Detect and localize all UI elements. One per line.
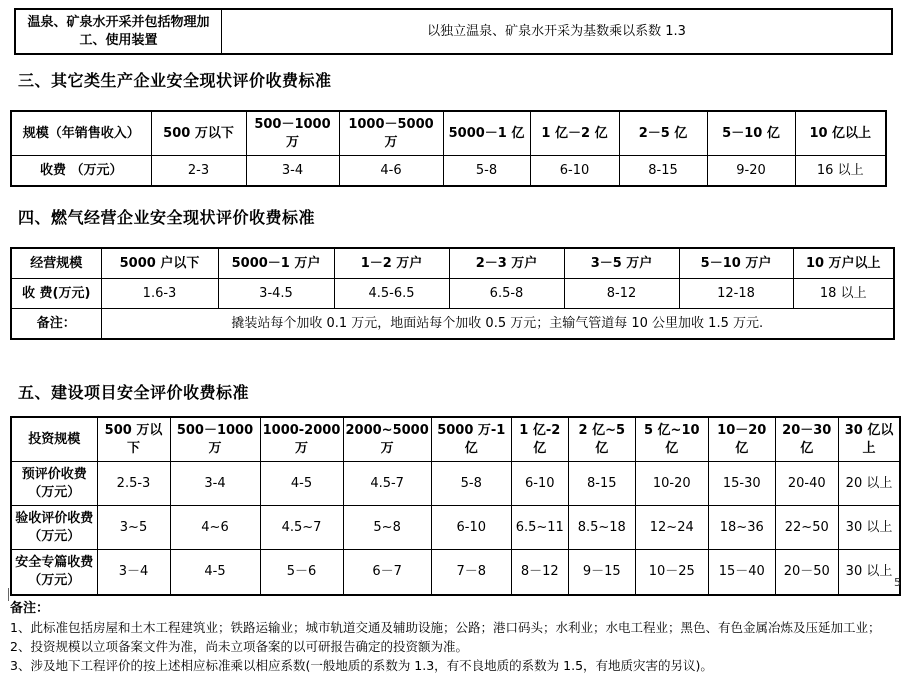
section-heading: 四、燃气经营企业安全现状评价收费标准: [18, 208, 316, 228]
header-cell: 1000-2000 万: [260, 417, 343, 462]
value-cell: 16 以上: [795, 156, 886, 187]
row-label-cell: 收 费(万元): [11, 279, 101, 309]
value-cell: 8-15: [619, 156, 707, 187]
table-row: [11, 111, 886, 156]
header-cell: 1－2 万户: [334, 248, 449, 279]
value-cell: 以独立温泉、矿泉水开采为基数乘以系数 1.3: [222, 9, 893, 54]
row-label-cell: 收费 （万元）: [11, 156, 151, 187]
header-cell: 500 万以下: [97, 417, 170, 462]
value-cell: 5-8: [443, 156, 530, 187]
value-cell: 7－8: [431, 550, 511, 595]
header-cell: 20－30 亿: [775, 417, 838, 462]
continuation-table: [14, 8, 893, 55]
header-cell: 5000 万-1 亿: [431, 417, 511, 462]
value-cell: 6-10: [530, 156, 619, 187]
value-cell: 4-5: [170, 550, 260, 595]
value-cell: 15-30: [708, 462, 775, 506]
header-cell: 2－5 亿: [619, 111, 707, 156]
header-cell: 2000~5000万: [343, 417, 431, 462]
header-cell: 500－1000 万: [246, 111, 339, 156]
value-cell: 30 以上: [838, 506, 900, 550]
value-cell: 3-4: [170, 462, 260, 506]
header-cell: 5－10 万户: [679, 248, 793, 279]
value-cell: 6.5-8: [449, 279, 564, 309]
value-cell: 6-10: [431, 506, 511, 550]
value-cell: 4-6: [339, 156, 443, 187]
value-cell: 2.5-3: [97, 462, 170, 506]
value-cell: 5－6: [260, 550, 343, 595]
value-cell: 18~36: [708, 506, 775, 550]
table-row: [11, 248, 894, 279]
header-cell: 500 万以下: [151, 111, 246, 156]
fee-table-container: [10, 110, 903, 187]
section-gas-enterprises: [10, 205, 903, 340]
fee-table: [10, 247, 895, 340]
value-cell: 6－7: [343, 550, 431, 595]
table-row: [11, 550, 900, 595]
table-row: [11, 462, 900, 506]
header-cell: 5000－1 万户: [218, 248, 334, 279]
value-cell: 6-10: [511, 462, 568, 506]
note-item: 1、此标准包括房屋和土木工程建筑业；铁路运输业；城市轨道交通及辅助设施；公路；港口码头；水利业；水电工程业；黑色、有色金属冶炼及压延加工业；: [10, 619, 881, 635]
row-label-cell: 备注：: [11, 309, 101, 340]
value-cell: 2-3: [151, 156, 246, 187]
header-cell: 30 亿以上: [838, 417, 900, 462]
section-construction-projects: [10, 380, 903, 595]
row-label-cell: 安全专篇收费（万元）: [11, 550, 97, 595]
fee-table: [10, 416, 901, 595]
value-cell: 8-15: [568, 462, 635, 506]
table-row: [11, 417, 900, 462]
header-cell: 10 万户以上: [793, 248, 894, 279]
table-row: [11, 309, 894, 340]
fee-table: [10, 110, 887, 187]
row-label-cell: 温泉、矿泉水开采并包括物理加工、使用装置: [15, 9, 222, 54]
value-cell: 8-12: [564, 279, 679, 309]
value-cell: 4-5: [260, 462, 343, 506]
text-cursor: [8, 588, 9, 601]
value-cell: 5-8: [431, 462, 511, 506]
value-cell: 12~24: [635, 506, 708, 550]
header-cell: 1 亿－2 亿: [530, 111, 619, 156]
header-cell: 10 亿以上: [795, 111, 886, 156]
table-row: [11, 156, 886, 187]
value-cell: 8.5~18: [568, 506, 635, 550]
value-cell: 20 以上: [838, 462, 900, 506]
header-cell: 5000－1 亿: [443, 111, 530, 156]
section-other-enterprises: [10, 68, 903, 187]
fee-table-container: [10, 416, 903, 595]
value-cell: 22~50: [775, 506, 838, 550]
value-cell: 1.6-3: [101, 279, 218, 309]
note-item: 2、投资规模以立项备案文件为准，尚未立项备案的以可研报告确定的投资额为准。: [10, 638, 468, 654]
header-cell: 5－10 亿: [707, 111, 795, 156]
header-cell: 1000－5000 万: [339, 111, 443, 156]
table-row: [15, 9, 892, 54]
section-heading: 三、其它类生产企业安全现状评价收费标准: [18, 71, 332, 91]
header-cell: 经营规模: [11, 248, 101, 279]
value-cell: 12-18: [679, 279, 793, 309]
value-cell: 9－15: [568, 550, 635, 595]
notes-label: 备注：: [10, 600, 50, 616]
header-cell: 5000 户以下: [101, 248, 218, 279]
header-cell: 10－20 亿: [708, 417, 775, 462]
table-row: [11, 279, 894, 309]
value-cell: 9-20: [707, 156, 795, 187]
value-cell: 4~6: [170, 506, 260, 550]
value-cell: 3~5: [97, 506, 170, 550]
header-cell: 500－1000 万: [170, 417, 260, 462]
value-cell: 5~8: [343, 506, 431, 550]
value-cell: 3-4.5: [218, 279, 334, 309]
header-cell: 投资规模: [11, 417, 97, 462]
value-cell: 4.5-6.5: [334, 279, 449, 309]
header-cell: 3－5 万户: [564, 248, 679, 279]
value-cell: 20－50: [775, 550, 838, 595]
value-cell: 4.5-7: [343, 462, 431, 506]
value-cell: 3－4: [97, 550, 170, 595]
page-number: 5: [894, 576, 901, 589]
footnotes: [10, 599, 903, 675]
value-cell: 30 以上: [838, 550, 900, 595]
value-cell: 8－12: [511, 550, 568, 595]
value-cell: 18 以上: [793, 279, 894, 309]
row-label-cell: 预评价收费（万元）: [11, 462, 97, 506]
value-cell: 10-20: [635, 462, 708, 506]
fee-table-container: [10, 247, 903, 340]
value-cell: 15－40: [708, 550, 775, 595]
table-row: [11, 506, 900, 550]
header-cell: 2 亿~5 亿: [568, 417, 635, 462]
header-cell: 规模（年销售收入）: [11, 111, 151, 156]
value-cell: 4.5~7: [260, 506, 343, 550]
value-cell: 10－25: [635, 550, 708, 595]
header-cell: 1 亿-2 亿: [511, 417, 568, 462]
section-heading: 五、建设项目安全评价收费标准: [18, 383, 250, 403]
row-label-cell: 验收评价收费（万元）: [11, 506, 97, 550]
value-cell: 撬装站每个加收 0.1 万元，地面站每个加收 0.5 万元；主输气管道每 10 公里加收 1.5 万元.: [101, 309, 894, 340]
value-cell: 3-4: [246, 156, 339, 187]
value-cell: 20-40: [775, 462, 838, 506]
header-cell: 5 亿~10 亿: [635, 417, 708, 462]
header-cell: 2－3 万户: [449, 248, 564, 279]
note-item: 3、涉及地下工程评价的按上述相应标准乘以相应系数(一般地质的系数为 1.3，有不良地质的系数为 1.5，有地质灾害的另议)。: [10, 657, 713, 673]
value-cell: 6.5~11: [511, 506, 568, 550]
